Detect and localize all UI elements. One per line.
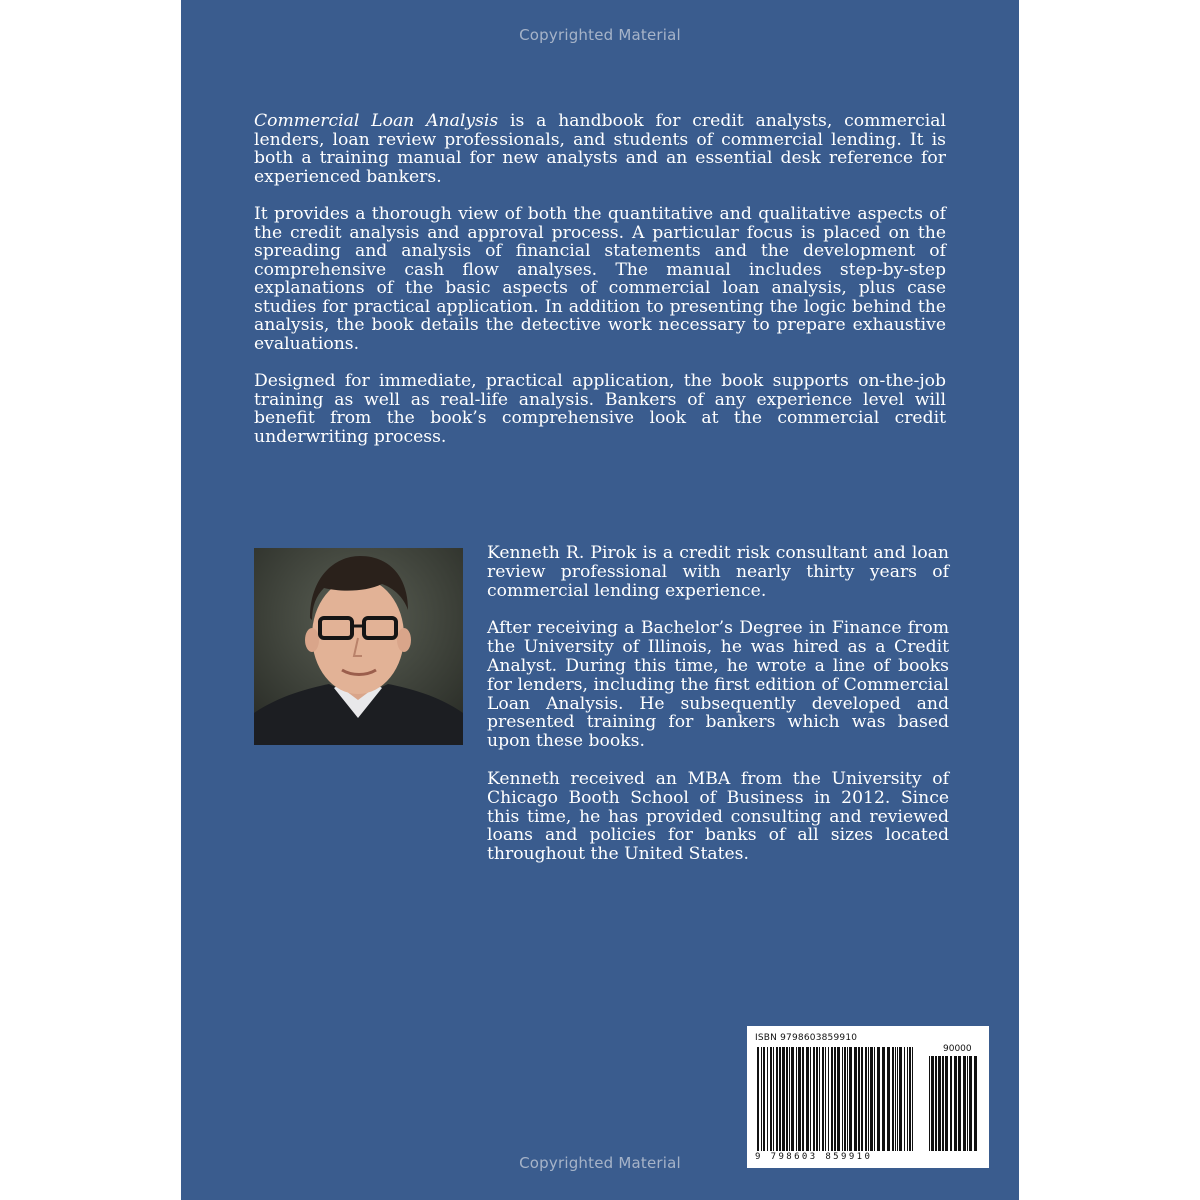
isbn-digits: 9 798603 859910 xyxy=(755,1152,873,1162)
barcode-bar xyxy=(907,1047,908,1151)
author-photo xyxy=(254,548,463,745)
book-description xyxy=(254,112,946,465)
barcode-bar xyxy=(791,1047,794,1151)
barcode-bar xyxy=(904,1047,905,1151)
description-paragraph-3: Designed for immediate, practical application, the book supports on-the-job training as well as real-life analysis. Bankers of any experience level will benefit from the book’s comprehensive look at the commercial credit underwriting process. xyxy=(254,371,946,447)
barcode-bar xyxy=(813,1047,815,1151)
description-paragraph-2: It provides a thorough view of both the quantitative and qualitative aspects of the credit analysis and approval process. A particular focus is placed on the spreading and analysis of financial statements and the development of comprehensive cash flow analyses. The manual includes step-by-step explanations of the basic aspects of commercial loan analysis, plus case studies for practical application. In addition to presenting the logic behind the analysis, the book details the detective work necessary to prepare exhaustive evaluations. xyxy=(254,204,946,354)
barcode-bar xyxy=(929,1056,930,1151)
barcode-bar xyxy=(858,1047,860,1151)
barcode-bar xyxy=(974,1056,977,1151)
barcode-bar xyxy=(969,1056,972,1151)
barcode-bar xyxy=(825,1047,826,1151)
barcode-bar xyxy=(899,1047,902,1151)
barcode-bar xyxy=(854,1047,857,1151)
watermark-top: Copyrighted Material xyxy=(519,26,681,44)
barcode-bar xyxy=(958,1056,961,1151)
barcode-bar xyxy=(912,1047,913,1151)
barcode-bar xyxy=(868,1047,869,1151)
price-addon-barcode xyxy=(929,1056,979,1151)
barcode-bar xyxy=(931,1056,934,1151)
barcode-bar xyxy=(849,1047,852,1151)
barcode-bar xyxy=(763,1047,765,1151)
barcode-bar xyxy=(757,1047,759,1151)
barcode-bar xyxy=(909,1047,911,1151)
barcode-bar xyxy=(786,1047,788,1151)
barcode-bar xyxy=(861,1047,863,1151)
description-paragraph-1-text: is a handbook for credit analysts, commercial lenders, loan review professionals, and students of commercial lending. It is both a training manual for new analysts and an essential desk reference for experienced bankers. xyxy=(254,111,946,187)
barcode-bar xyxy=(810,1047,811,1151)
barcode-bar xyxy=(847,1047,848,1151)
barcode-bar xyxy=(806,1047,809,1151)
barcode-bar xyxy=(789,1047,790,1151)
barcode-bar xyxy=(770,1047,772,1151)
barcode-bar xyxy=(870,1047,873,1151)
barcode-bar xyxy=(865,1047,867,1151)
barcode-bar xyxy=(938,1056,941,1151)
barcode-bar xyxy=(874,1047,875,1151)
back-cover xyxy=(181,0,1019,1200)
barcode-bar xyxy=(776,1047,778,1151)
barcode-bar xyxy=(822,1047,824,1151)
barcode-bar xyxy=(935,1056,937,1151)
isbn-barcode xyxy=(757,1047,917,1151)
barcode-bar xyxy=(798,1047,801,1151)
barcode-bar xyxy=(945,1056,948,1151)
barcode-bar xyxy=(967,1056,968,1151)
barcode-bar xyxy=(816,1047,818,1151)
author-bio xyxy=(487,544,949,883)
barcode-bar xyxy=(963,1056,966,1151)
price-code: 90000 xyxy=(943,1044,972,1054)
barcode-bar xyxy=(782,1047,785,1151)
barcode-bar xyxy=(882,1047,885,1151)
barcode-bar xyxy=(802,1047,804,1151)
author-portrait-image xyxy=(254,548,463,745)
barcode-bar xyxy=(831,1047,833,1151)
barcode-bar xyxy=(828,1047,829,1151)
barcode-bar xyxy=(950,1056,952,1151)
barcode-bar xyxy=(897,1047,898,1151)
barcode-bar xyxy=(834,1047,836,1151)
barcode-bar xyxy=(779,1047,781,1151)
barcode-bar xyxy=(954,1056,957,1151)
bio-paragraph-3: Kenneth received an MBA from the University of Chicago Booth School of Business in 2012. Since this time, he has provided consulting and reviewed loans and policies for banks of all sizes located throughout the United States. xyxy=(487,768,949,865)
barcode-bar xyxy=(837,1047,840,1151)
barcode-bar xyxy=(767,1047,768,1151)
barcode-bar xyxy=(877,1047,880,1151)
barcode-bar xyxy=(942,1056,944,1151)
barcode-bar xyxy=(892,1047,894,1151)
barcode-bar xyxy=(842,1047,843,1151)
barcode-bar xyxy=(796,1047,797,1151)
barcode-bar xyxy=(887,1047,890,1151)
barcode-bar xyxy=(773,1047,774,1151)
barcode-bar xyxy=(895,1047,896,1151)
barcode-panel xyxy=(747,1026,989,1168)
barcode-bar xyxy=(844,1047,846,1151)
barcode-bar xyxy=(761,1047,762,1151)
barcode-bar xyxy=(819,1047,820,1151)
description-paragraph-1 xyxy=(254,112,946,186)
book-title: Commercial Loan Analysis xyxy=(254,111,499,131)
bio-paragraph-2: After receiving a Bachelor’s Degree in Finance from the University of Illinois, he was hired as a Credit Analyst. During this time, he wrote a line of books for lenders, including the first edition of Commercial Loan Analysis. He subsequently developed and presented training for bankers which was based upon these books. xyxy=(487,618,949,752)
isbn-label: ISBN 9798603859910 xyxy=(755,1033,858,1043)
watermark-bottom: Copyrighted Material xyxy=(519,1154,681,1172)
bio-paragraph-1: Kenneth R. Pirok is a credit risk consultant and loan review professional with nearly thirty years of commercial lending experience. xyxy=(487,543,949,601)
